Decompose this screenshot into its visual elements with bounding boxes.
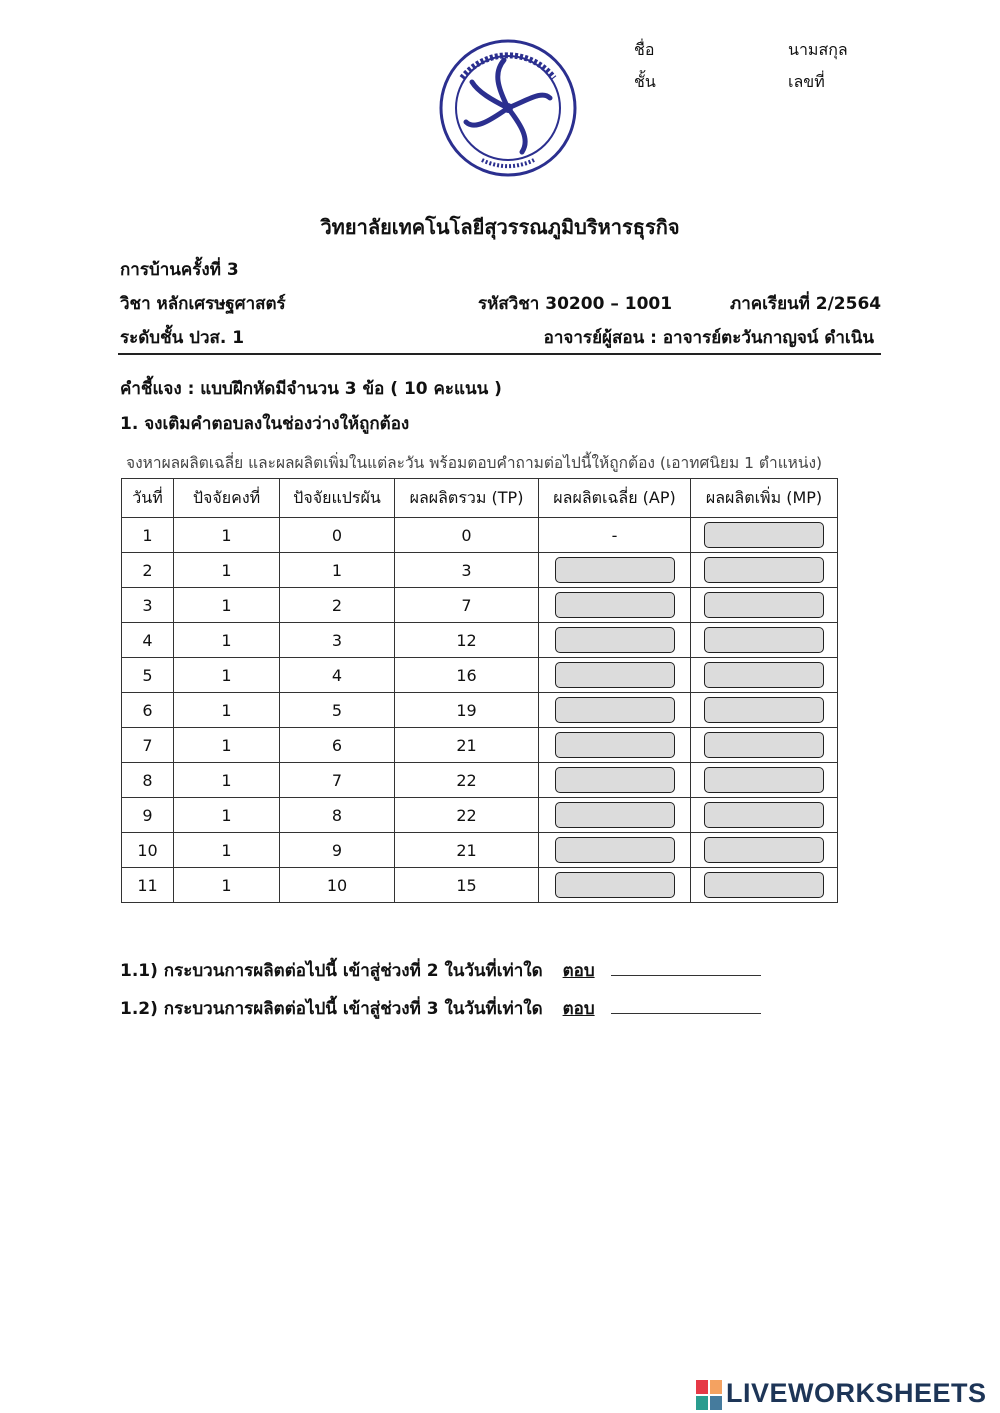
- day-cell: 3: [122, 588, 174, 623]
- fixed-cell: 1: [174, 763, 280, 798]
- table-row: [122, 763, 838, 798]
- name-label: ชื่อ: [634, 40, 655, 59]
- mp-answer-box[interactable]: [704, 767, 824, 793]
- mp-answer-box[interactable]: [704, 557, 824, 583]
- table-row: [122, 868, 838, 903]
- instructions: คำชี้แจง : แบบฝึกหัดมีจำนวน 3 ข้อ ( 10 คะแนน ): [120, 379, 502, 399]
- answer-blank[interactable]: [611, 999, 761, 1014]
- ap-answer-box[interactable]: [555, 872, 675, 898]
- college-name: วิทยาลัยเทคโนโลยีสุวรรณภูมิบริหารธุรกิจ: [320, 215, 680, 239]
- fixed-cell: 1: [174, 623, 280, 658]
- table-row: [122, 833, 838, 868]
- day-cell: 1: [122, 518, 174, 553]
- sub-question-1-1: [120, 957, 761, 984]
- mp-answer-box[interactable]: [704, 802, 824, 828]
- ap-answer-box[interactable]: [555, 837, 675, 863]
- class-label: ชั้น: [634, 72, 656, 91]
- fixed-cell: 1: [174, 588, 280, 623]
- teacher-name: อาจารย์ผู้สอน : อาจารย์ตะวันกาญจน์ ดำเนิน: [543, 328, 874, 348]
- tp-cell: 16: [395, 658, 539, 693]
- variable-cell: 5: [280, 693, 395, 728]
- sub-question-1-2: [120, 995, 761, 1022]
- variable-cell: 4: [280, 658, 395, 693]
- mp-answer-box[interactable]: [704, 662, 824, 688]
- day-cell: 5: [122, 658, 174, 693]
- number-label: เลขที่: [788, 72, 825, 91]
- class-level: ระดับชั้น ปวส. 1: [120, 328, 245, 348]
- ap-answer-box[interactable]: [555, 802, 675, 828]
- liveworksheets-logo-icon: [696, 1380, 722, 1410]
- header-fixed-factor: ปัจจัยคงที่: [174, 479, 280, 518]
- college-seal-logo: [438, 38, 578, 178]
- variable-cell: 6: [280, 728, 395, 763]
- day-cell: 10: [122, 833, 174, 868]
- header-divider: [118, 353, 881, 355]
- semester: ภาคเรียนที่ 2/2564: [730, 294, 882, 314]
- surname-label: นามสกุล: [788, 40, 848, 59]
- tp-cell: 19: [395, 693, 539, 728]
- day-cell: 11: [122, 868, 174, 903]
- day-cell: 6: [122, 693, 174, 728]
- variable-cell: 0: [280, 518, 395, 553]
- mp-answer-box[interactable]: [704, 592, 824, 618]
- mp-answer-box[interactable]: [704, 697, 824, 723]
- subject-name: วิชา หลักเศรษฐศาสตร์: [120, 294, 286, 314]
- variable-cell: 7: [280, 763, 395, 798]
- variable-cell: 9: [280, 833, 395, 868]
- header-marginal-product: ผลผลิตเพิ่ม (MP): [691, 479, 838, 518]
- day-cell: 4: [122, 623, 174, 658]
- header-total-product: ผลผลิตรวม (TP): [395, 479, 539, 518]
- header-average-product: ผลผลิตเฉลี่ย (AP): [539, 479, 691, 518]
- mp-answer-box[interactable]: [704, 732, 824, 758]
- header-variable-factor: ปัจจัยแปรผัน: [280, 479, 395, 518]
- table-row: [122, 553, 838, 588]
- table-header-row: [122, 479, 838, 518]
- ap-answer-box[interactable]: [555, 592, 675, 618]
- table-row: [122, 798, 838, 833]
- fixed-cell: 1: [174, 798, 280, 833]
- ap-answer-box[interactable]: [555, 627, 675, 653]
- sub-question-text: 1.2) กระบวนการผลิตต่อไปนี้ เข้าสู่ช่วงที่ 3 ในวันที่เท่าใด: [120, 999, 543, 1019]
- tp-cell: 15: [395, 868, 539, 903]
- table-row: [122, 658, 838, 693]
- day-cell: 9: [122, 798, 174, 833]
- table-row: [122, 693, 838, 728]
- variable-cell: 8: [280, 798, 395, 833]
- fixed-cell: 1: [174, 868, 280, 903]
- homework-number: การบ้านครั้งที่ 3: [120, 260, 239, 280]
- tp-cell: 21: [395, 728, 539, 763]
- mp-answer-box[interactable]: [704, 872, 824, 898]
- tp-cell: 22: [395, 763, 539, 798]
- mp-answer-box[interactable]: [704, 522, 824, 548]
- mp-answer-box[interactable]: [704, 627, 824, 653]
- fixed-cell: 1: [174, 728, 280, 763]
- header-day: วันที่: [122, 479, 174, 518]
- watermark-text: LIVEWORKSHEETS: [726, 1378, 987, 1408]
- day-cell: 2: [122, 553, 174, 588]
- tp-cell: 7: [395, 588, 539, 623]
- tp-cell: 0: [395, 518, 539, 553]
- answer-label: ตอบ: [562, 999, 595, 1019]
- question-1-title: 1. จงเติมคำตอบลงในช่องว่างให้ถูกต้อง: [120, 414, 410, 434]
- mp-answer-box[interactable]: [704, 837, 824, 863]
- fixed-cell: 1: [174, 693, 280, 728]
- tp-cell: 12: [395, 623, 539, 658]
- ap-answer-box[interactable]: [555, 697, 675, 723]
- answer-blank[interactable]: [611, 961, 761, 976]
- variable-cell: 2: [280, 588, 395, 623]
- ap-answer-box[interactable]: [555, 557, 675, 583]
- subject-code: รหัสวิชา 30200 – 1001: [478, 294, 673, 314]
- question-1-subtitle: จงหาผลผลิตเฉลี่ย และผลผลิตเพิ่มในแต่ละวัน พร้อมตอบคำถามต่อไปนี้ให้ถูกต้อง (เอาทศนิยม 1 ตำแหน่ง): [126, 454, 823, 472]
- table-row: [122, 588, 838, 623]
- ap-answer-box[interactable]: [555, 767, 675, 793]
- fixed-cell: 1: [174, 553, 280, 588]
- table-row: [122, 728, 838, 763]
- ap-cell: -: [539, 518, 691, 553]
- answer-label: ตอบ: [562, 961, 595, 981]
- fixed-cell: 1: [174, 658, 280, 693]
- production-table: [121, 478, 838, 903]
- sub-question-text: 1.1) กระบวนการผลิตต่อไปนี้ เข้าสู่ช่วงที่ 2 ในวันที่เท่าใด: [120, 961, 543, 981]
- day-cell: 8: [122, 763, 174, 798]
- tp-cell: 22: [395, 798, 539, 833]
- ap-answer-box[interactable]: [555, 662, 675, 688]
- day-cell: 7: [122, 728, 174, 763]
- tp-cell: 21: [395, 833, 539, 868]
- variable-cell: 10: [280, 868, 395, 903]
- variable-cell: 3: [280, 623, 395, 658]
- fixed-cell: 1: [174, 518, 280, 553]
- fixed-cell: 1: [174, 833, 280, 868]
- table-row: [122, 623, 838, 658]
- tp-cell: 3: [395, 553, 539, 588]
- table-row: [122, 518, 838, 553]
- variable-cell: 1: [280, 553, 395, 588]
- ap-answer-box[interactable]: [555, 732, 675, 758]
